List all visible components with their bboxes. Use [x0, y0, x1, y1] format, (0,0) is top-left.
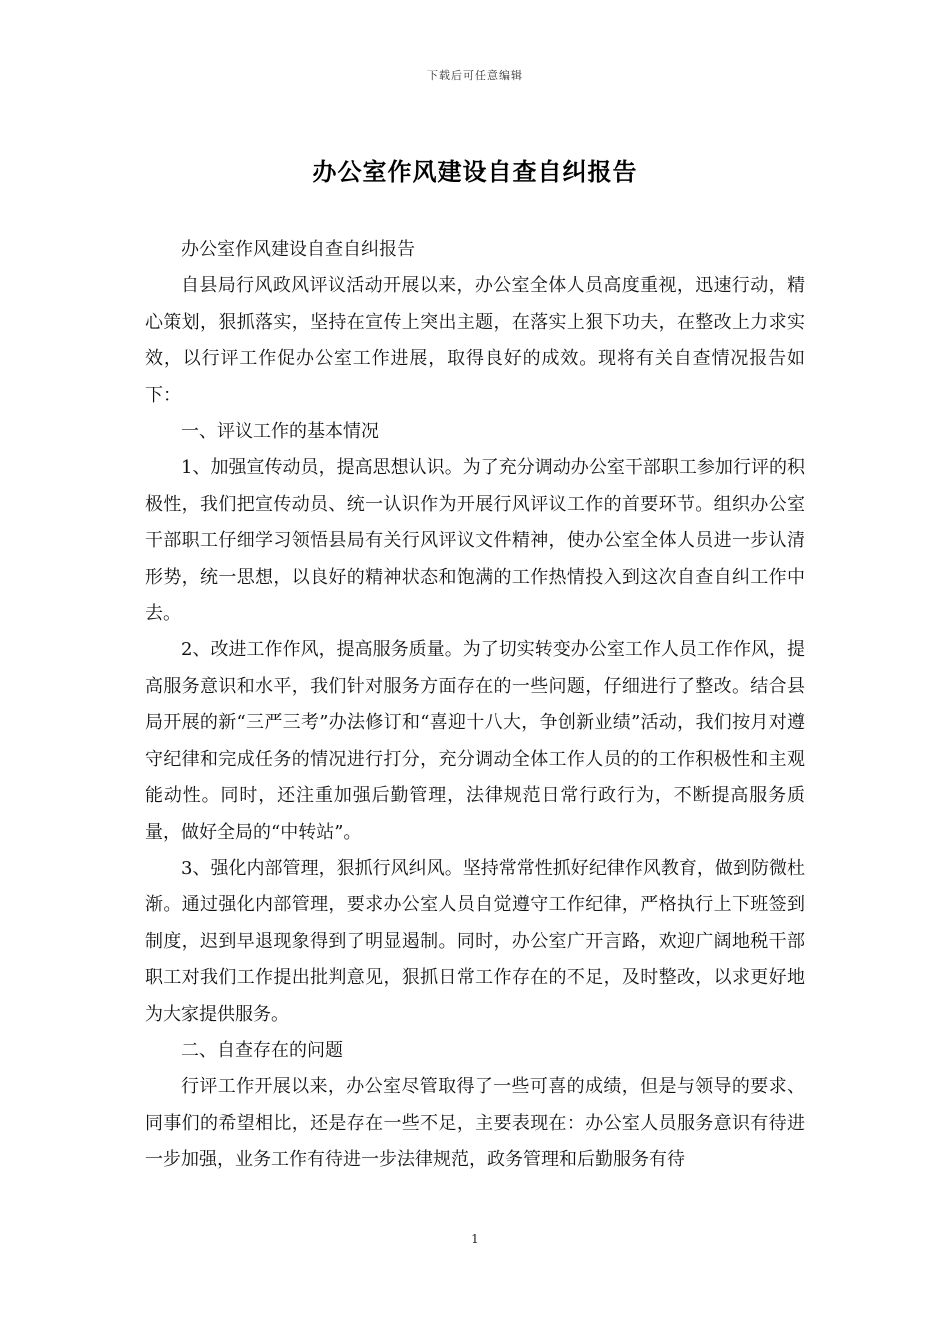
section-heading-1: 一、评议工作的基本情况 [181, 421, 379, 443]
paragraph-problems: 行评工作开展以来，办公室尽管取得了一些可喜的成绩，但是与领导的要求、同事们的希望相比，还是存在一些不足，主要表现在：办公室人员服务意识有待进一步加强，业务工作有待进一步法律规范，政务管理和后勤服务有待 [145, 1076, 805, 1171]
document-body [145, 232, 805, 1179]
paragraph-item-2: 2、改进工作作风，提高服务质量。为了切实转变办公室工作人员工作作风，提高服务意识和水平，我们针对服务方面存在的一些问题，仔细进行了整改。结合县局开展的新“三严三考”办法修订和“喜迎十八大，争创新业绩”活动，我们按月对遵守纪律和完成任务的情况进行打分，充分调动全体工作人员的的工作积极性和主观能动性。同时，还注重加强后勤管理，法律规范日常行政行为，不断提高服务质量，做好全局的“中转站”。 [145, 639, 805, 843]
paragraph-subtitle: 办公室作风建设自查自纠报告 [181, 239, 415, 260]
header-note: 下载后可任意编辑 [427, 69, 523, 82]
paragraph-item-1: 1、加强宣传动员，提高思想认识。为了充分调动办公室干部职工参加行评的积极性，我们把宣传动员、统一认识作为开展行风评议工作的首要环节。组织办公室干部职工仔细学习领悟县局有关行风评议文件精神，使办公室全体人员进一步认清形势，统一思想，以良好的精神状态和饱满的工作热情投入到这次自查自纠工作中去。 [145, 457, 805, 625]
document-title: 办公室作风建设自查自纠报告 [312, 157, 638, 186]
section-heading-2: 二、自查存在的问题 [181, 1039, 343, 1061]
page-number: 1 [471, 1232, 479, 1246]
paragraph-intro: 自县局行风政风评议活动开展以来，办公室全体人员高度重视，迅速行动，精心策划，狠抓落实，坚持在宣传上突出主题，在落实上狠下功夫，在整改上力求实效，以行评工作促办公室工作进展，取得良好的成效。现将有关自查情况报告如下： [145, 275, 805, 406]
paragraph-item-3: 3、强化内部管理，狠抓行风纠风。坚持常常性抓好纪律作风教育，做到防微杜渐。通过强化内部管理，要求办公室人员自觉遵守工作纪律，严格执行上下班签到制度，迟到早退现象得到了明显遏制。同时，办公室广开言路，欢迎广阔地税干部职工对我们工作提出批判意见，狠抓日常工作存在的不足，及时整改，以求更好地为大家提供服务。 [145, 857, 805, 1025]
